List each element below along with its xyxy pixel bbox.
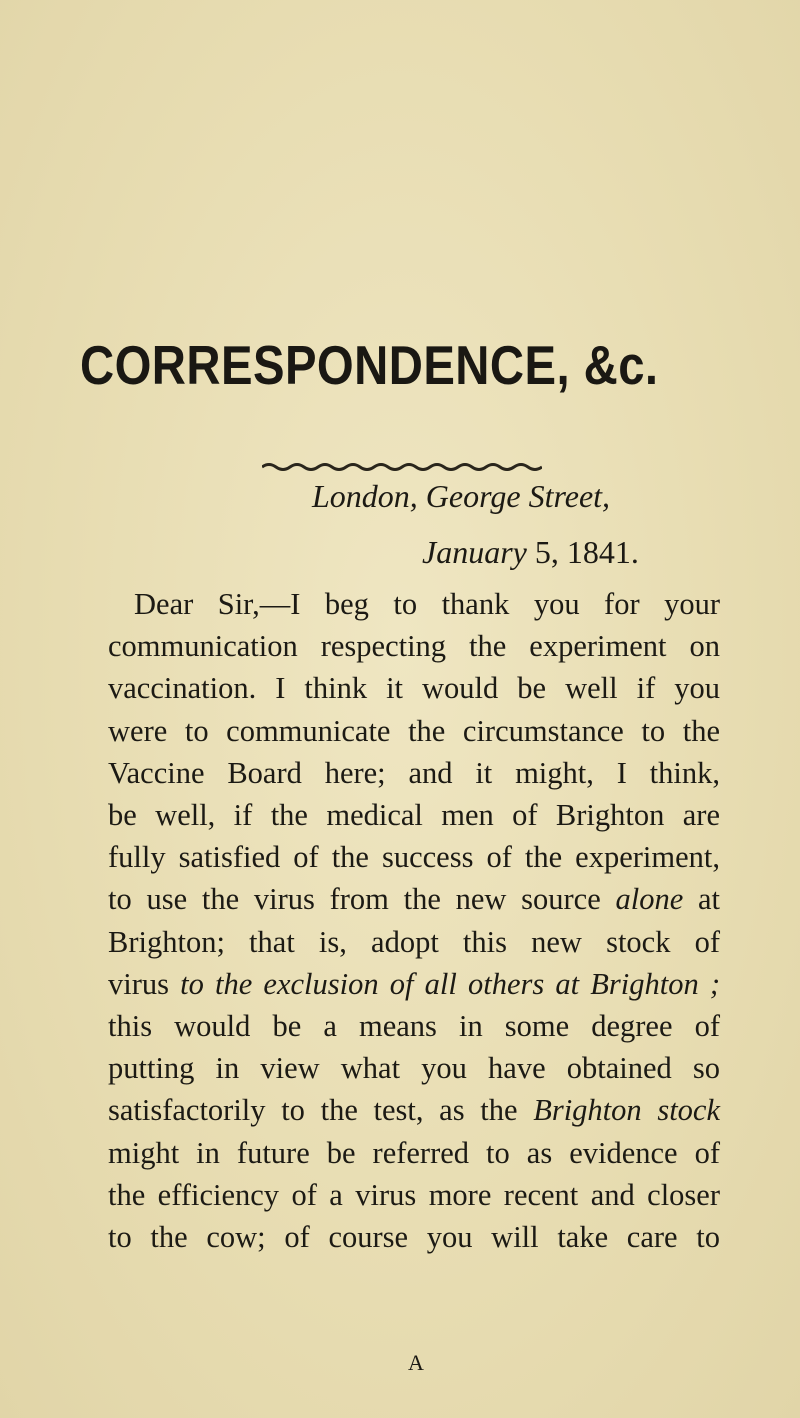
text-line: Vaccine Board here; and it might, I think, bbox=[108, 755, 720, 790]
text-line: communication respecting the experiment on bbox=[108, 629, 720, 664]
date-rest: 5, 1841. bbox=[526, 534, 639, 570]
letter-date bbox=[422, 532, 639, 572]
text-line: the efficiency of a virus more recent and closer bbox=[108, 1177, 720, 1212]
text-line: were to communicate the circumstance to the bbox=[108, 713, 720, 748]
text-line: vaccination. I think it would be well if you bbox=[108, 671, 720, 706]
page-heading: CORRESPONDENCE, &c. bbox=[80, 334, 659, 396]
emphasis-exclusion: to the exclusion of all others at Brighton ; bbox=[180, 966, 721, 1001]
emphasis-alone: alone bbox=[615, 882, 684, 917]
letter-body bbox=[108, 583, 720, 1258]
text-segment: to use the virus from the new source bbox=[108, 882, 616, 917]
text-line: might in future be referred to as evidence of bbox=[108, 1135, 720, 1170]
text-segment: virus bbox=[108, 966, 181, 1001]
text-segment: at bbox=[683, 882, 720, 917]
text-line: this would be a means in some degree of bbox=[108, 1009, 720, 1044]
text-line: Dear Sir,—I beg to thank you for your bbox=[134, 587, 720, 621]
text-segment: satisfactorily to the test, as the bbox=[108, 1093, 534, 1128]
text-line: putting in view what you have obtained so bbox=[108, 1051, 720, 1086]
text-line: fully satisfied of the success of the experiment, bbox=[108, 840, 720, 875]
text-line: be well, if the medical men of Brighton are bbox=[108, 798, 720, 833]
text-line: Brighton; that is, adopt this new stock of bbox=[108, 924, 720, 959]
letter-place: London, George Street, bbox=[312, 478, 611, 514]
date-month: January bbox=[422, 534, 527, 570]
text-line: to the cow; of course you will take care to bbox=[108, 1220, 720, 1255]
text-line bbox=[108, 963, 720, 1005]
signature-mark: A bbox=[408, 1350, 424, 1375]
ornamental-rule bbox=[262, 460, 542, 474]
emphasis-brighton-stock: Brighton stock bbox=[533, 1093, 720, 1128]
text-line bbox=[108, 878, 720, 920]
text-line bbox=[108, 1089, 720, 1131]
